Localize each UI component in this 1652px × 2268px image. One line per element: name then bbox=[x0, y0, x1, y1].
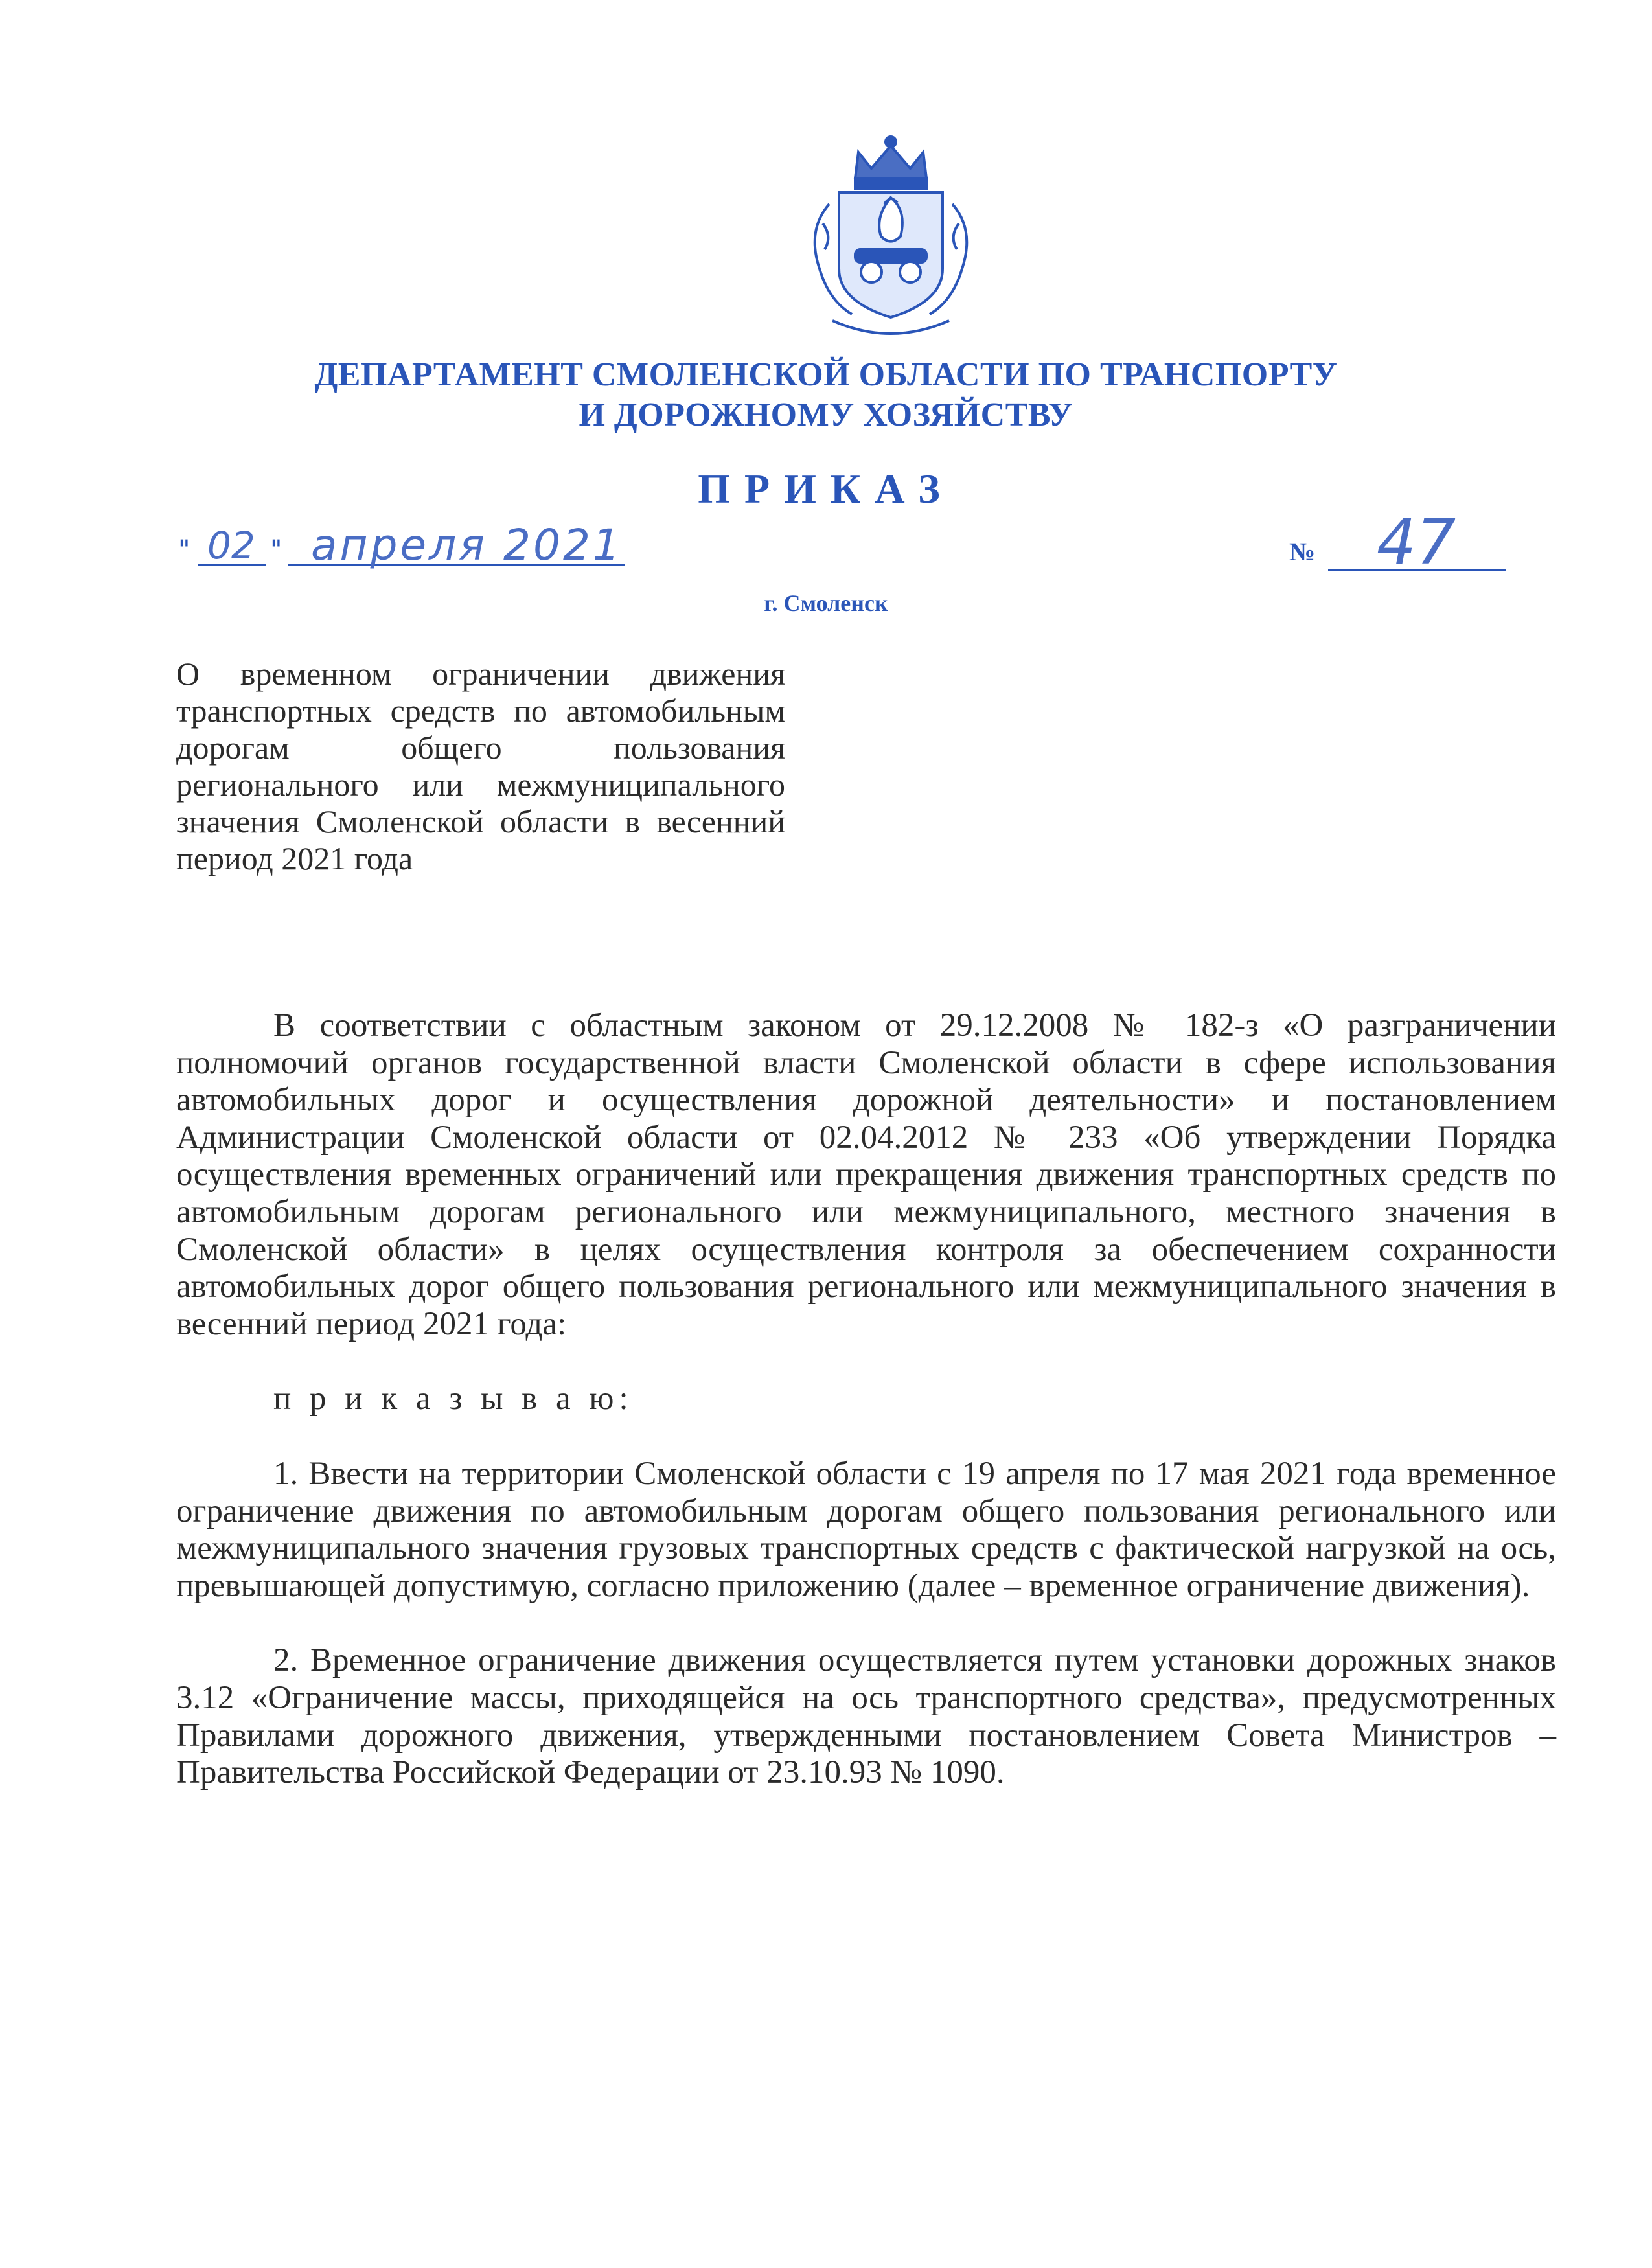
number-sign: № bbox=[1289, 537, 1316, 566]
handwritten-number bbox=[1289, 499, 1522, 583]
document-type-title: ПРИКАЗ bbox=[698, 466, 954, 512]
smolensk-coat-of-arms-icon bbox=[794, 133, 988, 347]
order-subject: О временном ограничении движения транспортных средств по автомобильным дорогам общего пользования регионального или межмуниципального значения Смоленской области в весенний период 2021 года bbox=[176, 656, 785, 876]
department-title-line-1: ДЕПАРТАМЕНТ СМОЛЕНСКОЙ ОБЛАСТИ ПО ТРАНСПОРТУ bbox=[314, 356, 1338, 393]
number-value: 47 bbox=[1377, 506, 1456, 578]
date-close-quote: " bbox=[270, 535, 282, 565]
order-word: п р и к а з ы в а ю: bbox=[273, 1380, 634, 1417]
document-number bbox=[1289, 499, 1522, 583]
preamble-paragraph: В соответствии с областным законом от 29.12.2008 № 182-з «О разграничении полномочий органов государственной власти Смоленской области в сфере использования автомобильных дорог и осуществления дорожной деятельности» и постановлением Администрации Смоленской области от 02.04.2012 № 233 «Об утверждении Порядка осуществления временных ограничений или прекращения движения транспортных средств по автомобильным дорогам регионального или межмуниципального, местного значения в Смоленской области» в целях осуществления контроля за обеспечением сохранности автомобильных дорог общего пользования регионального или межмуниципального значения в весенний период 2021 года: bbox=[176, 1007, 1556, 1342]
handwritten-date bbox=[172, 512, 664, 583]
date-open-quote: " bbox=[178, 535, 190, 565]
date-month-year: апреля 2021 bbox=[311, 520, 623, 570]
order-body bbox=[176, 1007, 1556, 1792]
department-title-line-2: И ДОРОЖНОМУ ХОЗЯЙСТВУ bbox=[579, 396, 1073, 433]
date-day: 02 bbox=[207, 523, 255, 567]
order-item-1: 1. Ввести на территории Смоленской области с 19 апреля по 17 мая 2021 года временное ограничение движения по автомобильным дорогам общего пользования регионального или межмуниципального значения грузовых транспортных средств с фактической нагрузкой на ось, превышающей допустимую, согласно приложению (далее – временное ограничение движения). bbox=[176, 1455, 1556, 1604]
city: г. Смоленск bbox=[764, 590, 888, 616]
order-item-2: 2. Временное ограничение движения осуществляется путем установки дорожных знаков 3.12 «Ограничение массы, приходящейся на ось транспортного средства», предусмотренных Правилами дорожного движения, утвержденными постановлением Совета Министров – Правительства Российской Федерации от 23.10.93 № 1090. bbox=[176, 1642, 1556, 1791]
